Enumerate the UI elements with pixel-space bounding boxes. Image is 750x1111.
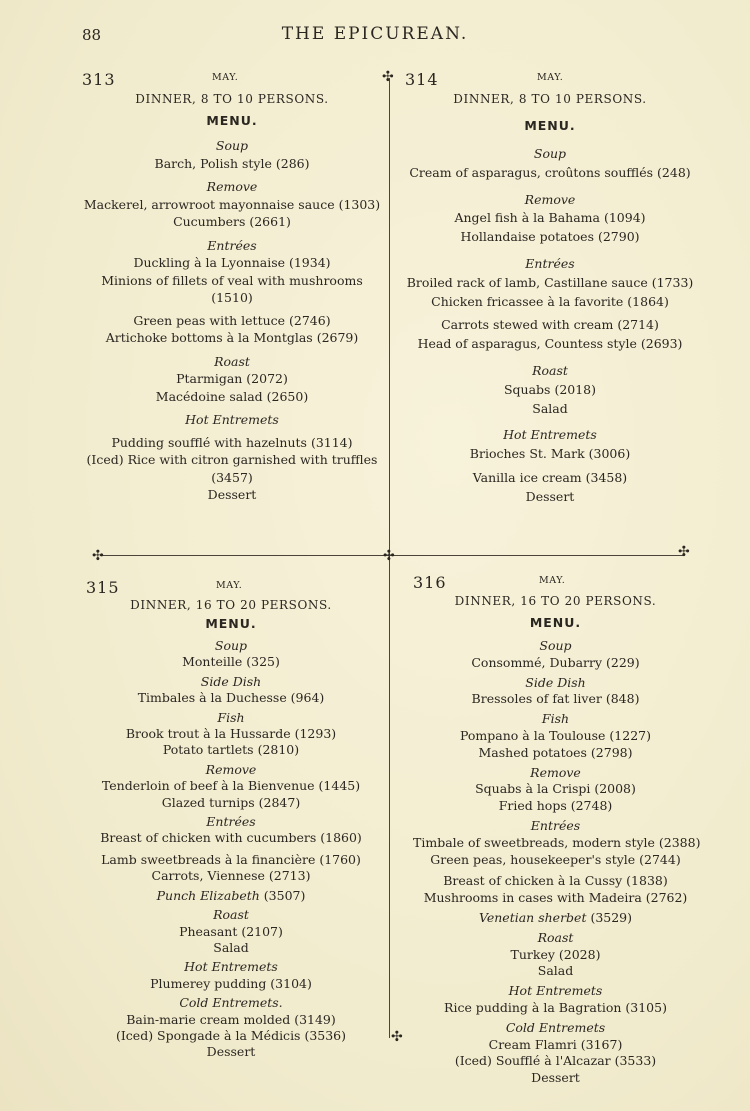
course-heading: Entrées (206, 814, 256, 830)
menu-label: MENU. (205, 616, 257, 631)
menu-label: MENU. (529, 615, 582, 630)
dish-line: Green peas with lettuce (2746) (133, 312, 331, 328)
course-heading: Cold Entremets. (179, 995, 283, 1011)
dish-line: Broiled rack of lamb, Castillane sauce (1733) (406, 274, 694, 290)
dish-line: Lamb sweetbreads à la financière (1760) (101, 851, 361, 867)
dish-line: Angel fish à la Bahama (1094) (454, 210, 646, 226)
ornament-right: ✣ (678, 544, 690, 560)
dish-line: Salad (532, 400, 568, 416)
dish-line: Green peas, housekeeper's style (2744) (430, 851, 681, 867)
menu-lines (413, 638, 701, 1087)
menu-title: DINNER, 16 TO 20 PERSONS. (130, 598, 332, 612)
dish-line: Plumerey pudding (3104) (150, 975, 312, 991)
dish-line: Carrots stewed with cream (2714) (441, 317, 659, 333)
menu-label: MENU. (524, 118, 576, 133)
menu-label: MENU. (206, 113, 258, 128)
course-heading: Hot Entremets (503, 427, 597, 443)
dish-line: Hollandaise potatoes (2790) (460, 229, 640, 245)
dish-line: Brioches St. Mark (3006) (469, 446, 631, 462)
dish-line: Carrots, Viennese (2713) (151, 868, 311, 884)
dish-line: (1510) (211, 290, 253, 305)
dish-line: Squabs (2018) (503, 381, 597, 397)
menu-title: DINNER, 16 TO 20 PERSONS. (454, 594, 657, 608)
dish-line: Chicken fricassee à la favorite (1864) (431, 293, 669, 309)
dish-line: Timbales à la Duchesse (964) (137, 690, 325, 706)
course-heading: Fish (217, 709, 245, 725)
course-heading: Soup (215, 138, 249, 153)
course-heading: Roast (213, 907, 249, 923)
dish-line: (Iced) Spongade à la Médicis (3536) (115, 1027, 347, 1043)
menu-number: 316 (413, 573, 447, 592)
course-heading: Remove (530, 764, 581, 780)
menu-month: MAY. (539, 575, 566, 586)
dish-line: (Iced) Soufflé à l'Alcazar (3533) (454, 1053, 657, 1069)
dish-line: Cream Flamri (3167) (488, 1036, 623, 1052)
dish-line: Ptarmigan (2072) (176, 371, 288, 386)
menu-month: MAY. (216, 580, 243, 591)
dish-line: Dessert (525, 488, 575, 504)
dish-line: Salad (213, 939, 249, 955)
menu-number: 314 (405, 70, 439, 89)
dish-line: Pheasant (2107) (179, 923, 283, 939)
dish-line: Turkey (2028) (510, 946, 601, 962)
running-head (0, 24, 750, 48)
ornament-center: ✣ (383, 548, 395, 564)
dish-line: Minions of fillets of veal with mushrooms (101, 272, 363, 288)
dish-line: Fried hops (2748) (498, 798, 613, 814)
dish-line: Artichoke bottoms à la Montglas (2679) (105, 330, 359, 345)
dish-line: Consommé, Dubarry (229) (471, 654, 640, 670)
course-heading: Soup (214, 638, 248, 653)
ornament-bottom: ✣ (391, 1029, 403, 1045)
course-heading: Entrées (525, 255, 575, 271)
punch-line: Venetian sherbet (3529) (478, 909, 633, 925)
course-heading: Hot Entremets (184, 959, 278, 975)
menu-number: 315 (86, 578, 120, 597)
dish-line: Dessert (206, 1044, 256, 1060)
course-heading: Fish (541, 711, 570, 727)
page-number: 88 (82, 26, 102, 44)
dish-line: Squabs à la Crispi (2008) (475, 781, 636, 797)
course-heading: Remove (206, 179, 258, 194)
dish-line: Duckling à la Lyonnaise (1934) (133, 255, 331, 270)
dish-line: Potato tartlets (2810) (162, 742, 300, 758)
dish-line: Timbale of sweetbreads, modern style (2388) (413, 834, 701, 850)
course-heading: Remove (205, 761, 257, 777)
menu-title: DINNER, 8 TO 10 PERSONS. (453, 92, 647, 106)
menu-lines (405, 145, 695, 507)
dish-line: Dessert (531, 1070, 580, 1086)
dish-line: Vanilla ice cream (3458) (472, 469, 628, 485)
menu-314 (405, 70, 695, 545)
dish-line: Glazed turnips (2847) (161, 794, 301, 810)
course-heading: Soup (533, 146, 567, 161)
course-heading: Roast (532, 362, 568, 378)
ornament-left: ✣ (92, 548, 104, 564)
course-heading: Entrées (530, 817, 581, 833)
dish-line: Head of asparagus, Countess style (2693) (417, 336, 683, 352)
ornament-top: ✣ (382, 69, 394, 85)
menu-315 (86, 578, 376, 1060)
dish-line: Pompano à la Toulouse (1227) (459, 727, 651, 743)
dish-line: Breast of chicken with cucumbers (1860) (100, 830, 362, 846)
course-heading: Cold Entremets (505, 1019, 606, 1035)
course-heading: Side Dish (200, 673, 262, 689)
menu-313 (82, 70, 382, 545)
menu-lines (86, 638, 376, 1061)
dish-line: Salad (537, 963, 574, 979)
course-heading: Hot Entremets (185, 412, 279, 427)
dish-line: Tenderloin of beef à la Bienvenue (1445) (101, 778, 361, 794)
menu-month: MAY. (212, 72, 239, 83)
dish-line: Cucumbers (2661) (173, 214, 291, 229)
course-heading: Roast (537, 929, 574, 945)
dish-line: Monteille (325) (182, 654, 280, 670)
dish-line: Breast of chicken à la Cussy (1838) (443, 873, 668, 889)
course-heading: Hot Entremets (508, 983, 603, 999)
menu-month: MAY. (537, 72, 564, 83)
dish-line: Barch, Polish style (286) (154, 155, 310, 171)
course-heading: Side Dish (525, 674, 586, 690)
course-heading: Roast (214, 353, 250, 369)
dish-line: Pudding soufflé with hazelnuts (3114) (111, 434, 353, 450)
dish-line: Rice pudding à la Bagration (3105) (444, 999, 667, 1015)
dish-line: Mackerel, arrowroot mayonnaise sauce (1303) (83, 196, 381, 212)
dish-line: (Iced) Rice with citron garnished with truffles (86, 452, 378, 467)
dish-line: Cream of asparagus, croûtons soufflés (248) (409, 164, 691, 180)
dish-line: Dessert (207, 487, 257, 502)
course-heading: Remove (524, 191, 576, 207)
menu-lines (82, 137, 382, 504)
course-heading: Soup (539, 638, 572, 653)
dish-line: Mashed potatoes (2798) (478, 744, 633, 760)
dish-line: (3457) (211, 469, 253, 485)
dish-line: Bressoles of fat liver (848) (471, 691, 640, 707)
punch-line: Punch Elizabeth (3507) (156, 887, 306, 903)
book-title: THE EPICUREAN. (281, 24, 469, 44)
dish-line: Mushrooms in cases with Madeira (2762) (423, 890, 688, 906)
dish-line: Bain-marie cream molded (3149) (126, 1011, 336, 1027)
menu-title: DINNER, 8 TO 10 PERSONS. (135, 92, 329, 106)
course-heading: Entrées (207, 237, 257, 253)
menu-number: 313 (82, 70, 116, 89)
menu-316 (413, 573, 701, 1086)
dish-line: Macédoine salad (2650) (155, 388, 309, 404)
dish-line: Brook trout à la Hussarde (1293) (125, 726, 337, 742)
